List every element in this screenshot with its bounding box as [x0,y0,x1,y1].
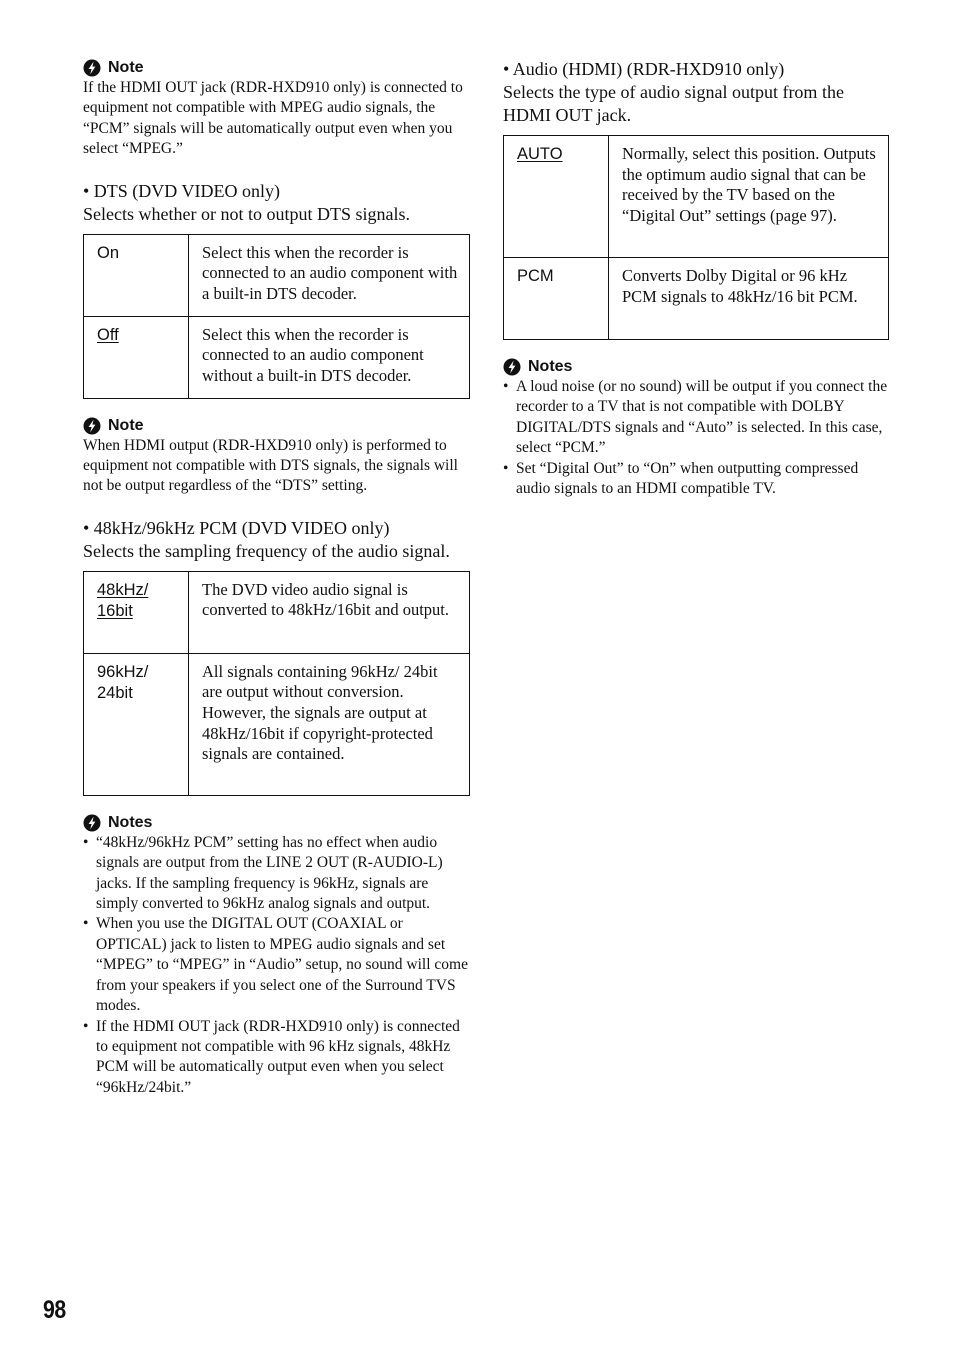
note-heading-label: Note [108,416,144,434]
section-heading-hdmi-audio: • Audio (HDMI) (RDR-HXD910 only) [503,59,785,79]
option-key: PCM [504,258,609,340]
list-item: • Set “Digital Out” to “On” when outputting compressed audio signals to an HDMI compatible TV. [503,459,889,500]
pcm-options-table [83,571,470,796]
notes-heading [83,813,470,833]
table-row [84,234,470,316]
notes-heading-label: Notes [528,358,573,375]
section-description-hdmi-audio: Selects the type of audio signal output from the HDMI OUT jack. [503,82,844,125]
notes-block-pcm [83,813,470,1098]
option-key-default: Off [84,316,189,398]
note-icon [503,358,521,376]
section-heading-dts: • DTS (DVD VIDEO only) [83,180,280,201]
note-heading-label: Note [108,59,144,76]
note-heading [83,416,470,436]
section-description-pcm: Selects the sampling frequency of the audio signal. [83,540,450,561]
table-row [84,316,470,398]
left-column [83,58,470,1098]
table-row [84,571,470,653]
notes-block-hdmi-audio [503,357,889,499]
option-key: On [84,234,189,316]
note-icon [83,417,101,435]
note-icon [83,814,101,832]
option-description: Select this when the recorder is connected to an audio component with a built-in DTS decoder. [189,234,470,316]
option-description: The DVD video audio signal is converted to 48kHz/16bit and output. [189,571,470,653]
table-row [504,136,889,258]
option-key-default: AUTO [504,136,609,258]
note-icon [83,59,101,77]
note-text: If the HDMI OUT jack (RDR-HXD910 only) is connected to equipment not compatible with MPEG audio signals, the “PCM” signals will be automatically output even when you select “MPEG.” [83,79,463,158]
section-description-dts: Selects whether or not to output DTS signals. [83,203,410,224]
note-text: When HDMI output (RDR-HXD910 only) is performed to equipment not compatible with DTS signals, the signals will not be output regardless of the “DTS” setting. [83,436,458,495]
option-description: Select this when the recorder is connected to an audio component without a built-in DTS decoder. [189,316,470,398]
option-description: Converts Dolby Digital or 96 kHz PCM signals to 48kHz/16 bit PCM. [609,258,889,340]
option-key: 96kHz/ 24bit [84,653,189,795]
notes-heading [503,357,889,377]
option-description: Normally, select this position. Outputs the optimum audio signal that can be received by the TV based on the “Digital Out” settings (page 97). [609,136,889,258]
page-number: 98 [43,1296,66,1324]
note-block-hdmi-mpeg [83,58,470,160]
note-block-hdmi-dts [83,416,470,497]
list-item: • If the HDMI OUT jack (RDR-HXD910 only) is connected to equipment not compatible with 96 kHz signals, 48kHz PCM will be automatically output even when you select “96kHz/24bit.” [83,1017,470,1099]
note-heading [83,58,470,78]
notes-list [503,377,889,499]
list-item: • When you use the DIGITAL OUT (COAXIAL or OPTICAL) jack to listen to MPEG audio signals and set “MPEG” to “MPEG” in “Audio” setup, no sound will come from your speakers if you select one of the Surround TVS modes. [83,914,470,1016]
right-column [503,58,889,499]
notes-heading-label: Notes [108,813,153,831]
table-row [84,653,470,795]
section-heading-pcm: • 48kHz/96kHz PCM (DVD VIDEO only) [83,517,390,538]
hdmi-audio-options-table [503,135,889,340]
notes-list [83,833,470,1098]
table-row [504,258,889,340]
list-item: • “48kHz/96kHz PCM” setting has no effect when audio signals are output from the LINE 2 OUT (R-AUDIO-L) jacks. If the sampling frequency is 96kHz, signals are simply converted to 96kHz analog signals and output. [83,833,470,915]
option-key-default: 48kHz/ 16bit [84,571,189,653]
list-item: • A loud noise (or no sound) will be output if you connect the recorder to a TV that is not compatible with DOLBY DIGITAL/DTS signals and “Auto” is selected. In this case, select “PCM.” [503,377,889,459]
option-description: All signals containing 96kHz/ 24bit are output without conversion. However, the signals are output at 48kHz/16bit if copyright-protected signals are contained. [189,653,470,795]
dts-options-table [83,234,470,399]
